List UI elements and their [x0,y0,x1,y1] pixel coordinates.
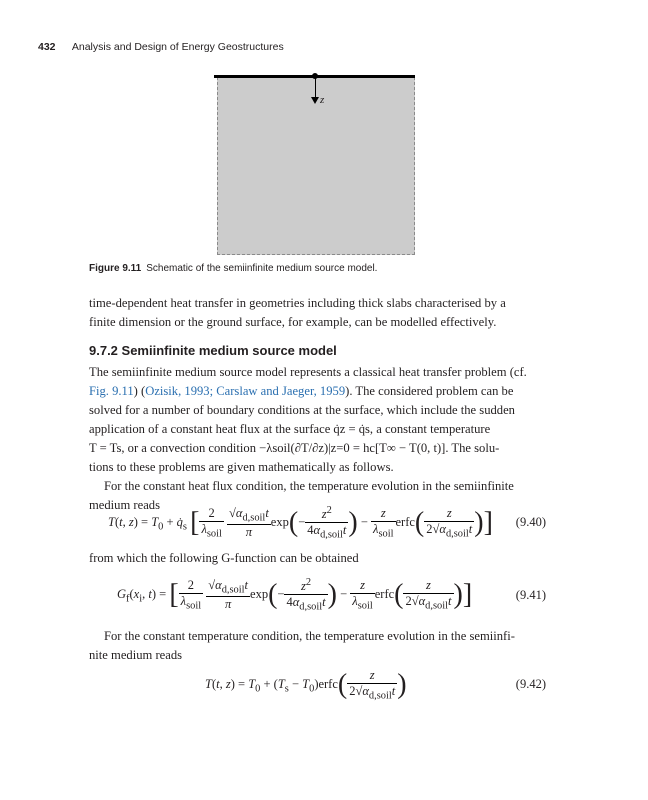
running-header [38,41,284,53]
text-line: application of a constant heat flux at the surface q̇z = q̇s, a constant temperature [89,422,491,436]
text-line [89,382,544,401]
text-line: finite dimension or the ground surface, for example, can be modelled effectively. [89,315,497,329]
text-fragment: ). The considered problem can be [345,384,514,398]
text-line: The semiinfinite medium source model represents a classical heat transfer problem (cf. [89,365,527,379]
running-title: Analysis and Design of Energy Geostructures [71,41,284,53]
paragraph-model [89,363,544,515]
equation-number: (9.41) [515,588,546,602]
paragraph-intro [89,294,544,332]
z-axis-label: z [320,94,325,106]
equation-9-41: $G_f(x_i$, t) = [ $\frac{2}{\lambda_{soil}}$ $\frac{√\alpha_{d,soil}t}{\pi}$ exp(− $\frac{z^2}{4\alpha_{d,soil}t}$ ) − $\frac{z}{\lambda_{soil}}$ erfc( $\frac{z}{2√\alpha_{d,soil}t}$ )] [117,577,473,613]
page-number: 432 [38,41,56,53]
text-line: solved for a number of boundary conditions at the surface, which include the sudden [89,403,515,417]
paragraph-gfunction: from which the following G-function can be obtained [89,551,359,565]
text-fragment: For the constant heat flux condition, the temperature evolution in the semiinfinite [104,479,514,493]
text-line: T = Ts, or a convection condition −λsoil(∂T/∂z)|z=0 = hc[T∞ − T(0, t)]. The solu- [89,441,500,455]
caption-text: Schematic of the semiinfinite medium source model. [146,263,378,274]
text-line: time-dependent heat transfer in geometries including thick slabs characterised by a [89,296,506,310]
text-line: nite medium reads [89,648,183,662]
text-line: tions to these problems are given mathematically as follows. [89,460,394,474]
caption-label: Figure 9.11 [89,263,142,274]
equation-number: (9.40) [515,515,546,529]
equation-9-40: T(t, $z) = T_0$ + $q̇_s$ [ $\frac{2}{\lambda_{soil}}$ $\frac{√\alpha_{d,soil}t}{\pi}$ exp(− $\frac{z^2}{4\alpha_{d,soil}t}$ ) − $\frac{z}{\lambda_{soil}}$ erfc( $\frac{z}{2√\alpha_{d,soil}t}$ )] [108,505,493,541]
z-axis-arrow [315,78,316,99]
text-line [89,627,544,646]
figure-caption [89,263,377,274]
text-line: medium reads [89,498,160,512]
text-fragment: ) ( [133,384,146,398]
equation-number: (9.42) [515,677,546,691]
equation-9-42: T(t, $z) = T_0 + (T_s$ − $T_0)erfc$( $\frac{z}{2√\alpha_{d,soil}t}$ ) [205,668,407,702]
text-line [89,477,544,496]
citation-link[interactable]: Ozisik, 1993; Carslaw and Jaeger, 1959 [145,384,346,398]
text-fragment: For the constant temperature condition, the temperature evolution in the semiinfi- [104,629,515,643]
figure-link[interactable]: Fig. 9.11 [89,384,134,398]
paragraph-constant-temperature [89,627,544,665]
z-axis-arrowhead [311,97,319,104]
section-heading: 9.7.2 Semiinfinite medium source model [89,343,337,358]
